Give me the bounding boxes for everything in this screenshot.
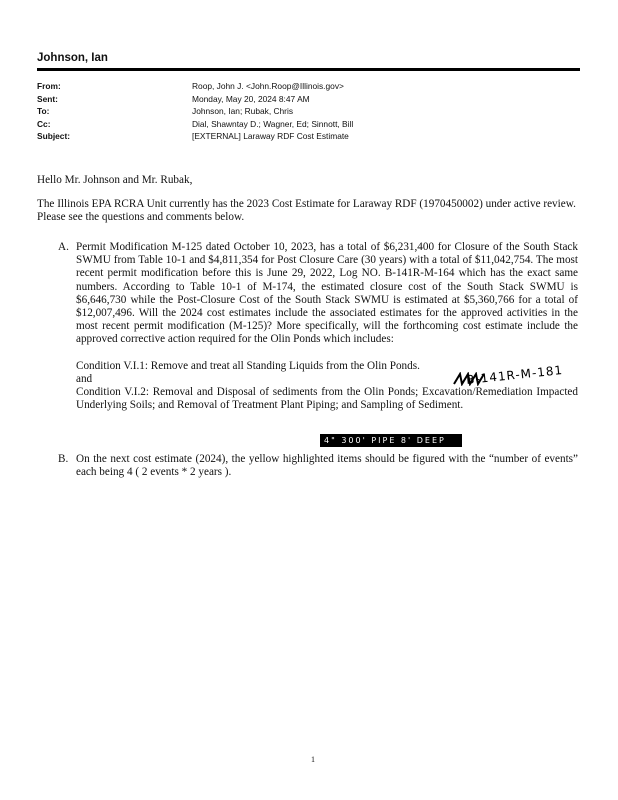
header-label: To: [37, 106, 50, 117]
list-item-a [58, 241, 578, 412]
and-conjunction: and [76, 372, 93, 385]
list-item-b [58, 453, 578, 479]
header-row-to [37, 105, 597, 118]
from-value: Roop, John J. <John.Roop@Illinois.gov> [192, 81, 344, 91]
list-marker: B. [58, 453, 69, 465]
cc-value: Dial, Shawntay D.; Wagner, Ed; Sinnott, Bill [192, 118, 354, 129]
handwritten-piping-annotation: 4" 300' PIPE 8' DEEP [320, 434, 462, 447]
header-divider [37, 68, 580, 71]
subject-value: [EXTERNAL] Laraway RDF Cost Estimate [192, 131, 349, 142]
header-row-from [37, 80, 597, 93]
sender-name: Johnson, Ian [37, 52, 108, 64]
header-row-sent [37, 93, 597, 106]
item-a-paragraph: Permit Modification M-125 dated October 10, 2023, has a total of $6,231,400 for Closure of the South Stack SWMU from Table 10-1 and $4,811,354 for Post Closure Care (30 years) with a total of $11,042,754. The most recent permit modification before this is June 29, 2022, Log NO. B-141R-M-164 which has the exact same numbers. According to Table 10-1 of M-174, the estimated closure cost of the South Stack SWMU is $6,646,730 while the Post-Closure Cost of the South Stack SWMU is estimated at $5,360,766 for a total of $12,007,496. Will the 2024 cost estimates include the associated estimates for the approved activities in the most recent permit modification (M-125)? More specifically, will the forthcoming cost estimate include the approved corrective action required for the Olin Ponds which includes: [76, 241, 578, 346]
item-b-paragraph: On the next cost estimate (2024), the yellow highlighted items should be figured with the “number of events” each being 4 ( 2 events * 2 years ). [76, 453, 578, 479]
email-header [37, 80, 597, 143]
header-label: From: [37, 81, 61, 91]
header-label: Cc: [37, 118, 51, 129]
intro-paragraph: The Illinois EPA RCRA Unit currently has the 2023 Cost Estimate for Laraway RDF (1970450002) under active review. Please see the questions and comments below. [37, 198, 576, 224]
condition-v-i-1: Condition V.I.1: Remove and treat all Standing Liquids from the Olin Ponds. [76, 359, 420, 372]
header-row-cc [37, 118, 597, 131]
header-label: Subject: [37, 131, 71, 142]
header-row-subject [37, 130, 597, 143]
sent-value: Monday, May 20, 2024 8:47 AM [192, 93, 310, 104]
handwritten-log-annotation: B-141R-M-181 [465, 362, 564, 388]
page-number: 1 [311, 755, 315, 764]
to-value: Johnson, Ian; Rubak, Chris [192, 106, 294, 117]
header-label: Sent: [37, 93, 58, 104]
list-marker: A. [58, 241, 69, 253]
condition-v-i-2: Condition V.I.2: Removal and Disposal of sediments from the Olin Ponds; Excavation/Remediation Impacted Underlying Soils; and Removal of Treatment Plant Piping; and Sampling of Sediment. [76, 386, 578, 412]
greeting: Hello Mr. Johnson and Mr. Rubak, [37, 174, 193, 186]
